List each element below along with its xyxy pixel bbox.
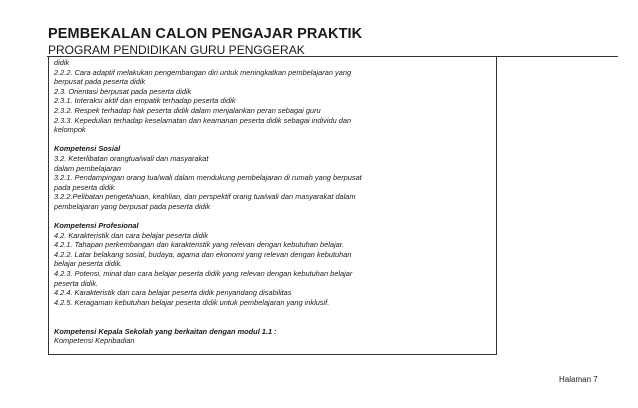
content-line: 4.2.1. Tahapan perkembangan dan karakteristik yang relevan dengan kebutuhan belajar. <box>54 240 344 250</box>
blank-line <box>54 317 496 327</box>
content-line: peserta didik. <box>54 278 98 288</box>
content-line: 2.2.2. Cara adaptif melakukan pengembangan diri untuk meningkatkan pembelajaran yang <box>54 67 352 77</box>
content-line: 2.3. Orientasi berpusat pada peserta didik <box>54 86 192 96</box>
blank-line <box>54 135 496 145</box>
content-line: pada peserta didik <box>54 182 115 192</box>
content-line: 3.2. Keterlibatan orangtua/wali dan masyarakat <box>54 153 209 163</box>
blank-line <box>54 307 496 317</box>
blank-line <box>54 212 496 222</box>
section-heading: Kompetensi Profesional <box>54 221 139 231</box>
content-line: 4.2. Karakteristik dan cara belajar peserta didik <box>54 230 209 240</box>
content-line: didik <box>54 58 70 67</box>
content-line: belajar peserta didik. <box>54 259 123 269</box>
content-line: 4.2.4. Karakteristik dan cara belajar peserta didik penyandang disabilitas <box>54 288 292 298</box>
content-line: Kompetensi Kepribadian <box>54 336 135 346</box>
section-heading: Kompetensi Sosial <box>54 144 121 154</box>
section-heading: Kompetensi Kepala Sekolah yang berkaitan dengan modul 1.1 : <box>54 326 277 336</box>
content-line: pembelajaran yang berpusat pada peserta didik <box>54 201 211 211</box>
content-line: kelompok <box>54 125 86 135</box>
page-subtitle: PROGRAM PENDIDIKAN GURU PENGGERAK <box>48 43 305 57</box>
content-line: 3.2.1. Pendampingan orang tua/wali dalam mendukung pembelajaran di rumah yang berpusat <box>54 173 362 183</box>
content-line: dalam pembelajaran <box>54 163 121 173</box>
content-line: 3.2.2.Pelibatan pengetahuan, keahlian, dan perspektif orang tua/wali dan masyarakat dalam <box>54 192 356 202</box>
content-line: 4.2.3. Potensi, minat dan cara belajar peserta didik yang relevan dengan kebutuhan belajar <box>54 269 353 279</box>
content-box <box>48 57 497 355</box>
page-number: Halaman 7 <box>559 375 598 384</box>
content-line: 2.3.2. Respek terhadap hak peserta didik dalam menjalankan peran sebagai guru <box>54 105 321 115</box>
content-line: 2.3.1. Interaksi aktif dan empatik terhadap peserta didik <box>54 96 236 106</box>
page-title: PEMBEKALAN CALON PENGAJAR PRAKTIK <box>48 26 363 42</box>
content-line: 4.2.5. Keragaman kebutuhan belajar peserta didik untuk pembelajaran yang inklusif. <box>54 297 330 307</box>
content-line: 2.3.3. Kepedulian terhadap keselamatan dan keamanan peserta didik sebagai individu dan <box>54 115 352 125</box>
content-line: berpusat pada peserta didik <box>54 77 146 87</box>
content-line: 4.2.2. Latar belakang sosial, budaya, agama dan ekonomi yang relevan dengan kebutuhan <box>54 249 352 259</box>
